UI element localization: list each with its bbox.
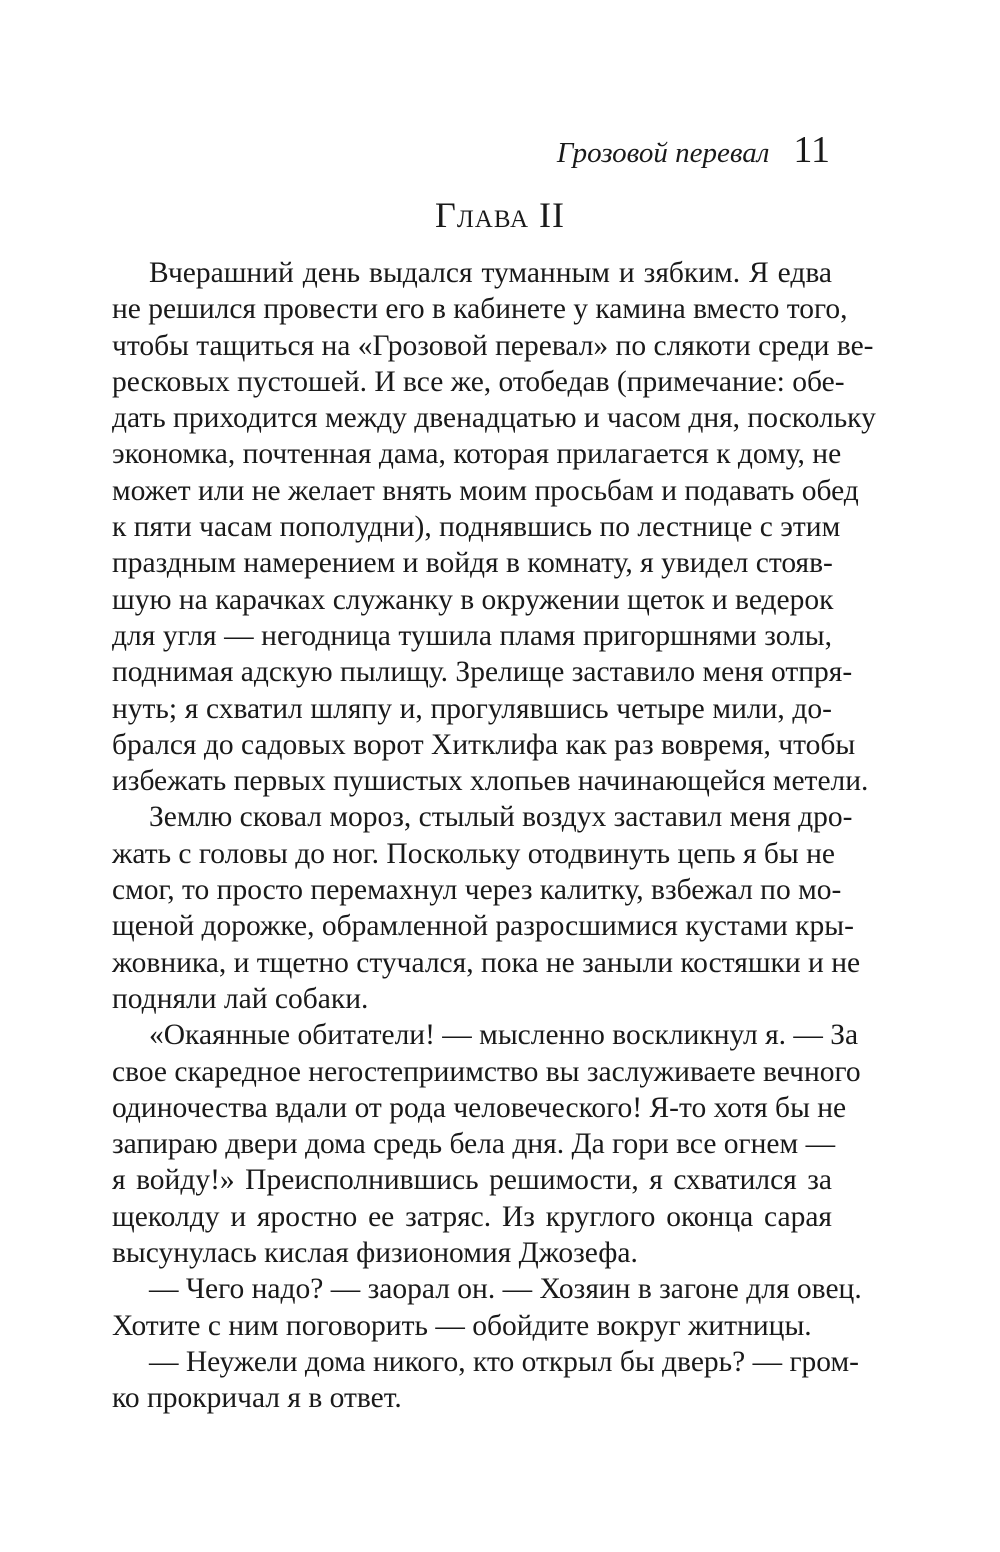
chapter-title-text: Глава II: [435, 195, 565, 235]
text-line: шую на карачках служанку в окружении щеток и ведерок: [112, 583, 834, 616]
text-line: праздным намерением и войдя в комнату, я увидел стояв-: [112, 547, 833, 580]
text-body: [112, 255, 876, 1417]
text-line: щеной дорожке, обрамленной разросшимися кустами кры-: [112, 910, 854, 943]
text-line: щеколду и яростно ее затряс. Из круглого оконца сарая: [112, 1200, 832, 1233]
text-line: ко прокричал я в ответ.: [112, 1382, 402, 1415]
text-line: «Окаянные обитатели! — мысленно воскликнул я. — За: [149, 1019, 859, 1052]
text-line: одиночества вдали от рода человеческого! Я-то хотя бы не: [112, 1091, 847, 1124]
text-line: поднимая адскую пылищу. Зрелище заставило меня отпря-: [112, 656, 853, 689]
text-line: запираю двери дома средь бела дня. Да гори все огнем —: [112, 1128, 836, 1161]
text-line: к пяти часам пополудни), поднявшись по лестнице с этим: [112, 511, 841, 544]
text-line: избежать первых пушистых хлопьев начинающейся метели.: [112, 765, 869, 798]
text-line: жать с головы до ног. Поскольку отодвинуть цепь я бы не: [112, 837, 835, 870]
text-line: не решился провести его в кабинете у камина вместо того,: [112, 293, 848, 326]
text-line: подняли лай собаки.: [112, 982, 369, 1015]
text-line: Хотите с ним поговорить — обойдите вокруг житницы.: [112, 1309, 812, 1342]
chapter-title: [0, 194, 1000, 236]
text-line: свое скаредное негостеприимство вы заслуживаете вечного: [112, 1055, 861, 1088]
running-title: Грозовой перевал: [556, 137, 770, 169]
text-line: я войду!» Преисполнившись решимости, я схватился за: [112, 1164, 832, 1197]
text-line: — Неужели дома никого, кто открыл бы дверь? — гром-: [149, 1345, 859, 1378]
text-line: может или не желает внять моим просьбам и подавать обед: [112, 474, 859, 507]
text-line: Землю сковал мороз, стылый воздух заставил меня дро-: [149, 801, 853, 834]
text-line: Вчерашний день выдался туманным и зябким. Я едва: [149, 257, 832, 289]
text-line: экономка, почтенная дама, которая прилагается к дому, не: [112, 438, 842, 471]
running-head: [557, 128, 830, 172]
text-line: чтобы тащиться на «Грозовой перевал» по слякоти среди ве-: [112, 329, 874, 362]
text-line: брался до садовых ворот Хитклифа как раз вовремя, чтобы: [112, 728, 856, 761]
page-number: 11: [793, 129, 830, 171]
text-line: смог, то просто перемахнул через калитку, взбежал по мо-: [112, 874, 842, 907]
text-line: высунулась кислая физиономия Джозефа.: [112, 1237, 638, 1270]
text-line: ресковых пустошей. И все же, отобедав (примечание: обе-: [112, 365, 845, 398]
text-line: для угля — негодница тушила пламя пригоршнями золы,: [112, 619, 832, 652]
text-line: дать приходится между двенадцатью и часом дня, поскольку: [112, 402, 876, 435]
text-line: нуть; я схватил шляпу и, прогулявшись четыре мили, до-: [112, 692, 832, 725]
text-line: жовника, и тщетно стучался, пока не заныли костяшки и не: [112, 946, 861, 979]
text-line: — Чего надо? — заорал он. — Хозяин в загоне для овец.: [149, 1273, 862, 1306]
